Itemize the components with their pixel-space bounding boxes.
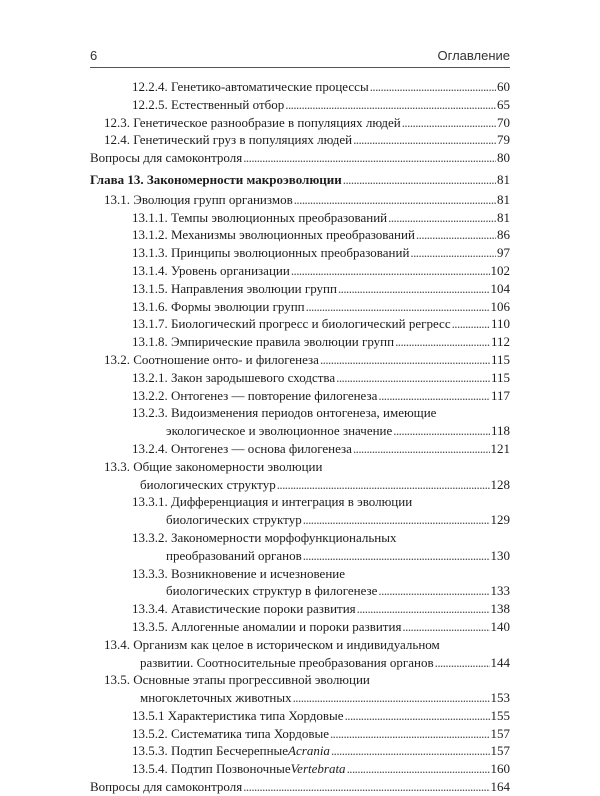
dot-leader [277, 476, 490, 494]
dot-leader [410, 244, 496, 262]
toc-entry-page-number: 79 [497, 132, 510, 148]
toc-entry-page-number: 80 [497, 150, 510, 166]
dot-leader [291, 262, 490, 280]
toc-entry-title: экологическое и эволюционное значение [166, 423, 393, 439]
toc-entry-page-number: 121 [490, 440, 510, 456]
toc-entry-title-first-line: 13.4. Организм как целое в историческом и индивидуальном [104, 636, 440, 652]
toc-entry[interactable] [90, 600, 510, 618]
dot-leader [370, 78, 496, 96]
toc-entry-line [132, 244, 510, 262]
dot-leader [336, 369, 490, 387]
toc-entry-line [104, 191, 510, 209]
toc-entry-page-number: 157 [490, 743, 510, 759]
toc-entry-title: 13.5.4. Подтип Позвоночные [132, 761, 291, 777]
toc-entry-page-number: 97 [497, 245, 510, 261]
page-number: 6 [90, 48, 98, 63]
toc-entry-title: 12.4. Генетический груз в популяциях людей [104, 132, 353, 148]
toc-entry-line [132, 96, 510, 114]
toc-entry-line [132, 707, 510, 725]
toc-entry-line [132, 280, 510, 298]
toc-entry-title: 12.2.4. Генетико-автоматические процессы [132, 79, 369, 94]
toc-entry-line [132, 618, 510, 636]
running-title: Оглавление [437, 48, 510, 63]
toc-entry-page-number: 118 [490, 423, 510, 439]
toc-entry-page-number: 144 [490, 654, 510, 670]
dot-leader [345, 707, 490, 725]
toc-entry-line [132, 226, 510, 244]
toc-entry-line [104, 351, 510, 369]
toc-entry-line [132, 298, 510, 316]
toc-entry-title: 13.1.7. Биологический прогресс и биологический регресс [132, 316, 451, 332]
toc-entry-line [132, 511, 510, 529]
toc-entry-title-first-line: 13.3.2. Закономерности морфофункциональных [132, 529, 397, 545]
toc-entry-page-number: 115 [490, 351, 510, 367]
toc-entry-title: биологических структур [166, 512, 302, 528]
toc-entry-page-number: 164 [490, 779, 510, 795]
dot-leader [402, 618, 489, 636]
toc-entry-title: 12.2.5. Естественный отбор [132, 96, 285, 112]
toc-entry-line [132, 582, 510, 600]
dot-leader [378, 387, 490, 405]
toc-entry[interactable] [90, 280, 510, 298]
toc-entry-title: 12.3. Генетическое разнообразие в популяциях людей [104, 114, 401, 130]
toc-entry-page-number: 117 [490, 387, 510, 403]
toc-entry-title: 13.2.4. Онтогенез — основа филогенеза [132, 440, 352, 456]
toc-entry-title-first-line: 13.5. Основные этапы прогрессивной эволюции [104, 672, 370, 688]
toc-entry-line [104, 689, 510, 707]
toc-entry[interactable] [90, 671, 510, 707]
toc-entry-line [132, 209, 510, 227]
toc-entry-title: развитии. Соотносительные преобразования органов [140, 654, 434, 670]
toc-entry-page-number: 106 [490, 298, 510, 314]
toc-entry-line [132, 333, 510, 351]
toc-entry[interactable] [90, 387, 510, 405]
toc-entry-page-number: 81 [497, 171, 510, 187]
dot-leader [343, 171, 496, 189]
toc-entry-page-number: 81 [497, 191, 510, 207]
toc-entry-page-number: 81 [497, 209, 510, 225]
toc-entry[interactable] [90, 226, 510, 244]
toc-entry-title-first-line: 13.3.3. Возникновение и исчезновение [132, 565, 346, 581]
dot-leader [243, 778, 489, 796]
toc-entry[interactable] [90, 149, 510, 167]
toc-entry-line [104, 131, 510, 149]
toc-entry-title-first-line: 13.2.3. Видоизменения периодов онтогенеза, имеющие [132, 405, 437, 421]
toc-entry-title: преобразований органов [166, 547, 302, 563]
toc-entry[interactable] [90, 493, 510, 529]
dot-leader [303, 511, 490, 529]
toc-entry[interactable] [90, 131, 510, 149]
toc-entry-line [132, 760, 510, 778]
toc-entry[interactable] [90, 565, 510, 601]
toc-entry[interactable] [90, 96, 510, 114]
toc-entry-title: 13.5.3. Подтип Бесчерепные [132, 743, 289, 759]
dot-leader [338, 280, 490, 298]
toc-entry-title: 13.1.6. Формы эволюции групп [132, 298, 305, 314]
toc-entry-title: 13.3.5. Аллогенные аномалии и пороки развития [132, 618, 402, 634]
toc-entry-line [132, 262, 510, 280]
dot-leader [330, 725, 490, 743]
toc-entry-line [104, 114, 510, 132]
table-of-contents [90, 78, 510, 796]
toc-entry-line [90, 778, 510, 796]
toc-entry-page-number: 133 [490, 583, 510, 599]
toc-entry[interactable] [90, 760, 510, 778]
dot-leader [293, 689, 490, 707]
header-rule [90, 67, 510, 68]
toc-entry[interactable] [90, 78, 510, 96]
dot-leader [353, 131, 496, 149]
dot-leader [294, 191, 496, 209]
toc-entry-line [104, 654, 510, 672]
toc-entry-latin-name: Vertebrata [290, 761, 346, 777]
toc-entry[interactable] [90, 529, 510, 565]
toc-entry-page-number: 140 [490, 618, 510, 634]
toc-entry-line [132, 387, 510, 405]
toc-entry-line [132, 600, 510, 618]
dot-leader [435, 654, 490, 672]
toc-entry-page-number: 110 [490, 316, 510, 332]
toc-entry-title-first-line: 13.3.1. Дифференциация и интеграция в эволюции [132, 494, 413, 510]
toc-entry-page-number: 129 [490, 512, 510, 528]
toc-chapter-entry[interactable] [90, 171, 510, 189]
toc-entry-page-number: 115 [490, 369, 510, 385]
dot-leader [306, 298, 490, 316]
dot-leader [388, 209, 496, 227]
toc-entry[interactable] [90, 778, 510, 796]
toc-entry-line [132, 725, 510, 743]
toc-entry-title: биологических структур в филогенезе [166, 583, 378, 599]
toc-entry[interactable] [90, 369, 510, 387]
dot-leader [402, 114, 496, 132]
toc-entry-page-number: 102 [490, 262, 510, 278]
toc-entry-title: 13.1.2. Механизмы эволюционных преобразований [132, 227, 415, 243]
toc-entry-title: 13.2. Соотношение онто- и филогенеза [104, 351, 319, 367]
dot-leader [285, 96, 496, 114]
dot-leader [331, 742, 490, 760]
toc-entry-title: 13.2.2. Онтогенез — повторение филогенеза [132, 387, 378, 403]
toc-entry-page-number: 155 [490, 707, 510, 723]
toc-entry-page-number: 153 [490, 690, 510, 706]
toc-entry[interactable] [90, 742, 510, 760]
toc-entry-page-number: 138 [490, 601, 510, 617]
toc-entry-line [132, 315, 510, 333]
toc-entry-page-number: 160 [490, 761, 510, 777]
toc-entry-title: 13.1.8. Эмпирические правила эволюции групп [132, 334, 395, 350]
toc-entry[interactable] [90, 209, 510, 227]
toc-entry-title: 13.3.4. Атавистические пороки развития [132, 601, 356, 617]
toc-entry-line [132, 369, 510, 387]
toc-entry-page-number: 104 [490, 280, 510, 296]
toc-entry[interactable] [90, 351, 510, 369]
toc-entry-title: 13.5.2. Систематика типа Хордовые [132, 725, 329, 741]
toc-entry[interactable] [90, 725, 510, 743]
toc-entry-title: 13.1.4. Уровень организации [132, 262, 290, 278]
toc-entry-line [132, 422, 510, 440]
dot-leader [243, 149, 496, 167]
toc-entry[interactable] [90, 262, 510, 280]
toc-entry[interactable] [90, 707, 510, 725]
toc-entry-title: Глава 13. Закономерности макроэволюции [90, 171, 342, 187]
dot-leader [353, 440, 490, 458]
dot-leader [416, 226, 496, 244]
toc-entry[interactable] [90, 404, 510, 440]
toc-entry-title-first-line: 13.3. Общие закономерности эволюции [104, 458, 323, 474]
toc-entry-line [132, 78, 510, 96]
dot-leader [347, 760, 490, 778]
toc-entry[interactable] [90, 458, 510, 494]
toc-entry-line [90, 171, 510, 189]
dot-leader [393, 422, 490, 440]
toc-entry-line [132, 742, 510, 760]
toc-entry-page-number: 65 [497, 96, 510, 112]
dot-leader [357, 600, 490, 618]
toc-entry-page-number: 70 [497, 114, 510, 130]
page-header [90, 48, 510, 68]
toc-entry-line [132, 547, 510, 565]
toc-entry-title: многоклеточных животных [140, 690, 292, 706]
toc-entry[interactable] [90, 333, 510, 351]
toc-entry[interactable] [90, 636, 510, 672]
toc-entry-title: 13.5.1 Характеристика типа Хордовые [132, 707, 344, 723]
toc-entry-title: 13.1.3. Принципы эволюционных преобразований [132, 245, 410, 261]
toc-entry-line [132, 440, 510, 458]
toc-entry-page-number: 86 [497, 227, 510, 243]
dot-leader [378, 582, 489, 600]
toc-entry-line [104, 476, 510, 494]
toc-entry-page-number: 112 [490, 334, 510, 350]
toc-entry-page-number: 130 [490, 547, 510, 563]
toc-entry-page-number: 128 [490, 476, 510, 492]
toc-entry-title: 13.1. Эволюция групп организмов [104, 191, 293, 207]
toc-entry[interactable] [90, 298, 510, 316]
toc-entry-page-number: 157 [490, 725, 510, 741]
toc-entry-title: 13.1.1. Темпы эволюционных преобразований [132, 209, 388, 225]
dot-leader [320, 351, 490, 369]
toc-entry[interactable] [90, 244, 510, 262]
toc-entry-title: 13.2.1. Закон зародышевого сходства [132, 369, 336, 385]
toc-entry-title: Вопросы для самоконтроля [90, 150, 243, 166]
dot-leader [395, 333, 490, 351]
toc-entry-latin-name: Acrania [288, 743, 330, 759]
toc-entry[interactable] [90, 315, 510, 333]
toc-entry[interactable] [90, 114, 510, 132]
toc-entry[interactable] [90, 440, 510, 458]
dot-leader [452, 315, 490, 333]
toc-entry-line [90, 149, 510, 167]
toc-entry-title: Вопросы для самоконтроля [90, 779, 243, 795]
toc-entry[interactable] [90, 618, 510, 636]
toc-entry-page-number: 60 [497, 79, 510, 94]
dot-leader [303, 547, 490, 565]
toc-entry[interactable] [90, 191, 510, 209]
toc-entry-title: 13.1.5. Направления эволюции групп [132, 280, 337, 296]
toc-entry-title: биологических структур [140, 476, 276, 492]
